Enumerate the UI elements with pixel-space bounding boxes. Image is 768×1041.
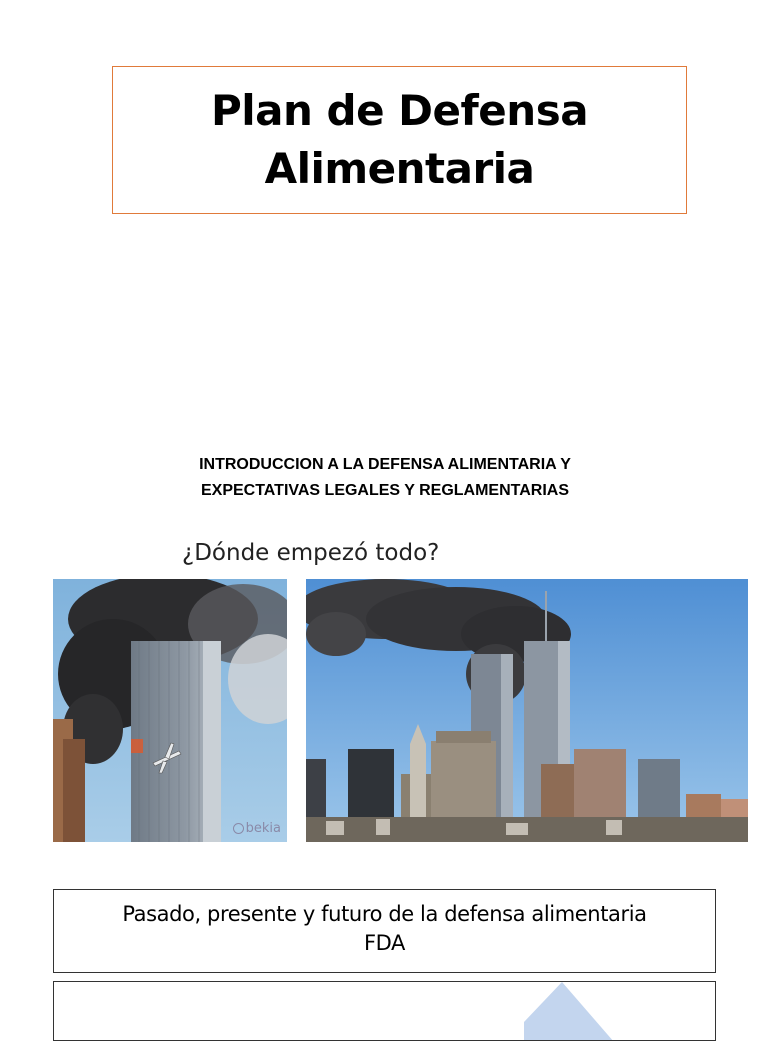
section-heading-line-1: INTRODUCCION A LA DEFENSA ALIMENTARIA Y	[199, 456, 571, 473]
photo-credit	[233, 821, 281, 836]
arrow-shape-icon	[524, 982, 644, 1041]
next-slide-box	[53, 981, 716, 1041]
subtitle-line-1: Pasado, presente y futuro de la defensa alimentaria	[122, 902, 647, 926]
title-line-2: Alimentaria	[264, 144, 535, 193]
subtitle-line-2: FDA	[363, 931, 406, 955]
title-line-1: Plan de Defensa	[210, 86, 589, 135]
section-heading	[100, 452, 670, 504]
credit-logo-icon	[233, 823, 244, 834]
subtitle-box	[53, 889, 716, 973]
skyline-photo-right	[306, 579, 748, 842]
photo-credit-label: bekia	[245, 821, 281, 836]
document-title	[211, 82, 588, 198]
section-heading-line-2: EXPECTATIVAS LEGALES Y REGLAMENTARIAS	[200, 482, 570, 499]
question-text: ¿Dónde empezó todo?	[182, 540, 440, 566]
tower-photo-left	[53, 579, 287, 842]
title-box	[112, 66, 687, 214]
